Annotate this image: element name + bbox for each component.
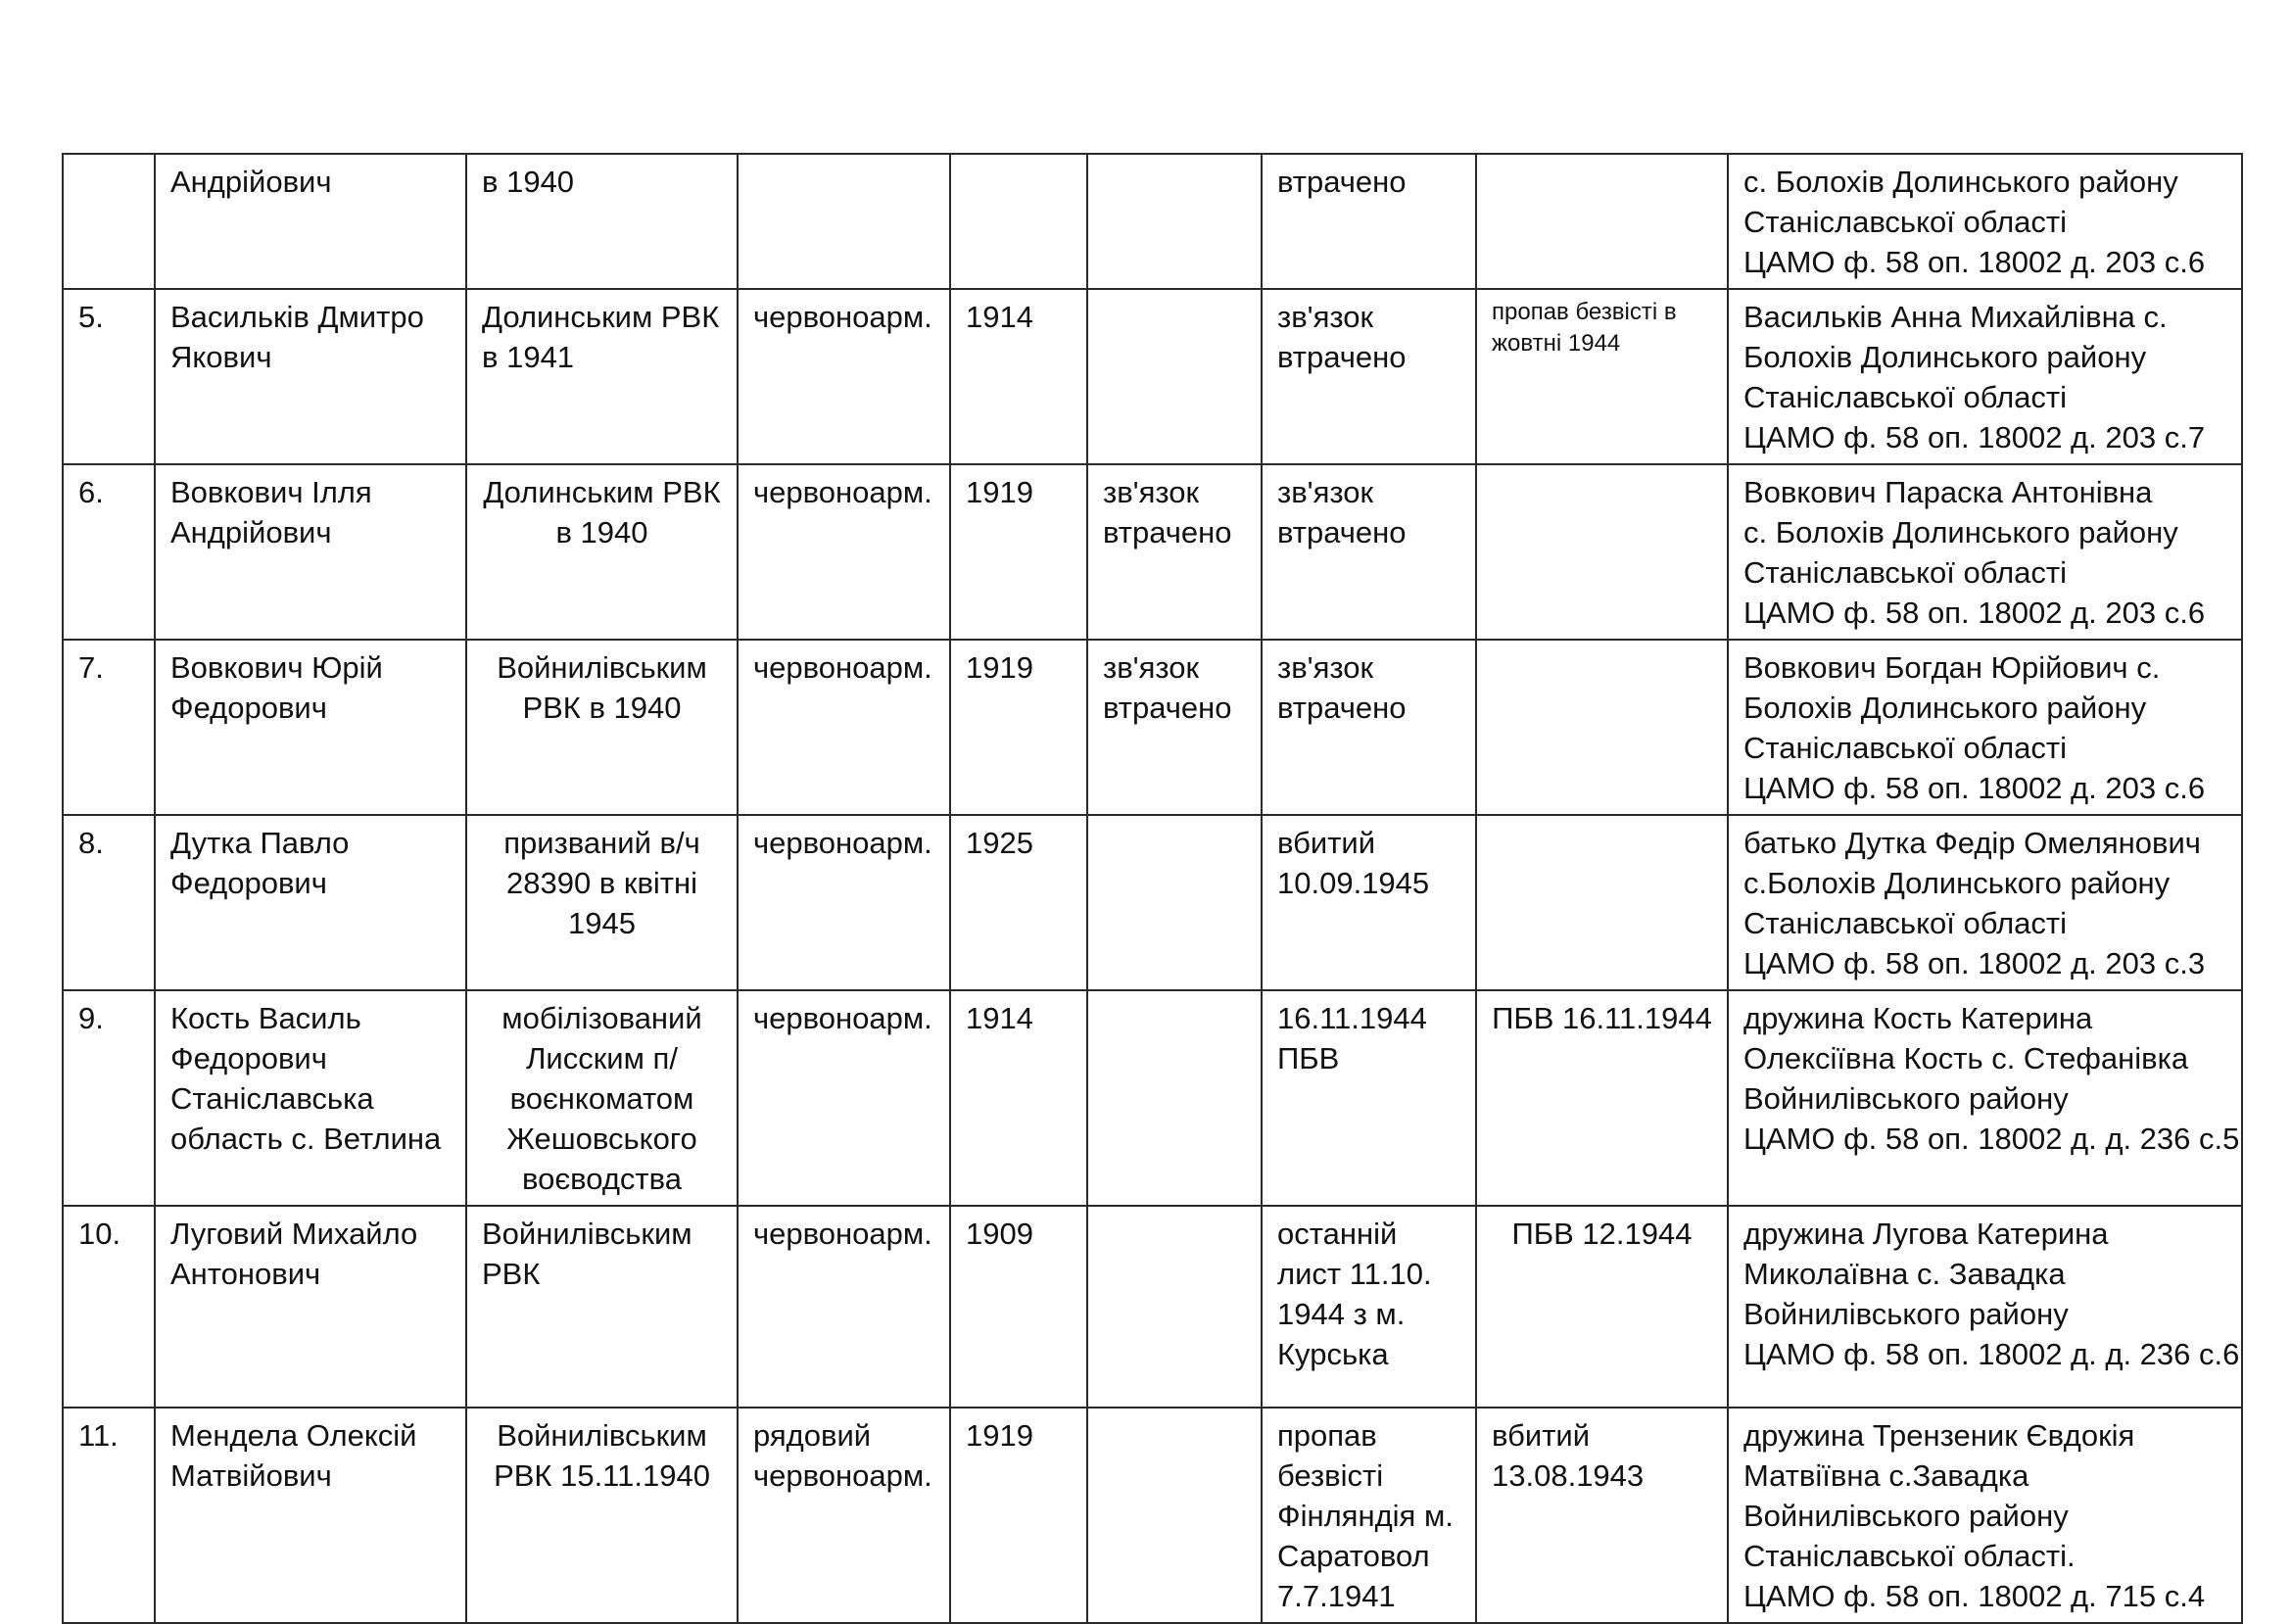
fate-first [1087, 154, 1262, 289]
fate-third: вбитий 13.08.1943 [1476, 1408, 1728, 1623]
person-name: Вовкович Ілля Андрійович [155, 464, 466, 640]
fate-first [1087, 1206, 1262, 1408]
kin-line: ЦАМО ф. 58 оп. 18002 д. 715 с.4 [1743, 1579, 2206, 1613]
row-number [63, 154, 155, 289]
kin-line: дружина Кость Катерина [1743, 1001, 2093, 1035]
kin-line: ЦАМО ф. 58 оп. 18002 д. 203 с.6 [1743, 245, 2206, 279]
fate-first [1087, 815, 1262, 990]
row-number: 11. [63, 1408, 155, 1623]
kin-line: Войнилівського району [1743, 1297, 2069, 1331]
table-row [63, 289, 2242, 464]
relatives-archive [1728, 1408, 2242, 1623]
birth-year: 1925 [950, 815, 1087, 990]
relatives-archive [1728, 990, 2242, 1206]
fate-second: останній лист 11.10. 1944 з м. Курська [1262, 1206, 1476, 1408]
rank: червоноарм. [738, 640, 950, 815]
kin-line: ЦАМО ф. 58 оп. 18002 д. 203 с.7 [1743, 420, 2206, 454]
table-row [63, 1408, 2242, 1623]
person-name: Дутка Павло Федорович [155, 815, 466, 990]
fate-second: зв'язок втрачено [1262, 464, 1476, 640]
fate-first [1087, 289, 1262, 464]
kin-line: Миколаївна с. Завадка [1743, 1257, 2066, 1291]
birth-year: 1919 [950, 640, 1087, 815]
relatives-archive [1728, 1206, 2242, 1408]
kin-line: дружина Трензеник Євдокія [1743, 1418, 2135, 1453]
fate-third: пропав безвісті в жовтні 1944 [1476, 289, 1728, 464]
table-row [63, 464, 2242, 640]
birth-year [950, 154, 1087, 289]
kin-line: Станіславської області [1743, 731, 2067, 765]
kin-line: ЦАМО ф. 58 оп. 18002 д. д. 236 с.5 [1743, 1122, 2240, 1156]
birth-year: 1919 [950, 464, 1087, 640]
relatives-archive [1728, 154, 2242, 289]
draft-info: Войнилівським РВК 15.11.1940 [466, 1408, 738, 1623]
person-name: Кость Василь Федорович Станіславська область с. Ветлина [155, 990, 466, 1206]
kin-line: с. Болохів Долинського району [1743, 515, 2178, 549]
fate-first: зв'язок втрачено [1087, 464, 1262, 640]
birth-year: 1919 [950, 1408, 1087, 1623]
kin-line: Станіславської області [1743, 380, 2067, 414]
kin-line: Станіславської області [1743, 555, 2067, 590]
relatives-archive [1728, 640, 2242, 815]
kin-line: ЦАМО ф. 58 оп. 18002 д. 203 с.6 [1743, 596, 2206, 630]
draft-info: мобілізований Лисским п/воєнкоматом Жешовського воєводства [466, 990, 738, 1206]
rank: червоноарм. [738, 464, 950, 640]
kin-line: ЦАМО ф. 58 оп. 18002 д. 203 с.6 [1743, 771, 2206, 805]
row-number: 9. [63, 990, 155, 1206]
relatives-archive [1728, 815, 2242, 990]
person-name: Васильків Дмитро Якович [155, 289, 466, 464]
fate-second: пропав безвісті Фінляндія м. Саратовол 7.7.1941 [1262, 1408, 1476, 1623]
birth-year: 1914 [950, 289, 1087, 464]
row-number: 10. [63, 1206, 155, 1408]
relatives-archive [1728, 289, 2242, 464]
fate-first [1087, 990, 1262, 1206]
draft-info: Войнилівським РВК в 1940 [466, 640, 738, 815]
rank: червоноарм. [738, 990, 950, 1206]
draft-info: Долинським РВК в 1940 [466, 464, 738, 640]
row-number: 8. [63, 815, 155, 990]
person-name: Луговий Михайло Антонович [155, 1206, 466, 1408]
table-row [63, 815, 2242, 990]
rank: червоноарм. [738, 289, 950, 464]
relatives-archive [1728, 464, 2242, 640]
table-row [63, 640, 2242, 815]
fate-third [1476, 464, 1728, 640]
kin-line: Вовкович Богдан Юрійович с. [1743, 650, 2161, 685]
table-row [63, 990, 2242, 1206]
kin-line: Станіславської області [1743, 906, 2067, 940]
draft-info: в 1940 [466, 154, 738, 289]
person-name: Мендела Олексій Матвійович [155, 1408, 466, 1623]
fate-second: зв'язок втрачено [1262, 640, 1476, 815]
fate-third [1476, 154, 1728, 289]
birth-year: 1914 [950, 990, 1087, 1206]
person-name: Андрійович [155, 154, 466, 289]
rank [738, 154, 950, 289]
kin-line: с.Болохів Долинського району [1743, 866, 2171, 900]
draft-info: Войнилівським РВК [466, 1206, 738, 1408]
fate-third [1476, 815, 1728, 990]
kin-line: Вовкович Параска Антонівна [1743, 475, 2153, 509]
rank: рядовий червоноарм. [738, 1408, 950, 1623]
kin-line: дружина Лугова Катерина [1743, 1217, 2109, 1251]
kin-line: Станіславської області. [1743, 1539, 2076, 1573]
fate-second: вбитий 10.09.1945 [1262, 815, 1476, 990]
kin-line: Матвіївна с.Завадка [1743, 1458, 2029, 1493]
kin-line: Болохів Долинського району [1743, 340, 2147, 374]
birth-year: 1909 [950, 1206, 1087, 1408]
fate-second: 16.11.1944 ПБВ [1262, 990, 1476, 1206]
table-row [63, 1206, 2242, 1408]
fate-second: втрачено [1262, 154, 1476, 289]
person-name: Вовкович Юрій Федорович [155, 640, 466, 815]
row-number: 6. [63, 464, 155, 640]
kin-line: с. Болохів Долинського району [1743, 165, 2178, 199]
fate-third: ПБВ 16.11.1944 [1476, 990, 1728, 1206]
draft-info: призваний в/ч 28390 в квітні 1945 [466, 815, 738, 990]
fate-third [1476, 640, 1728, 815]
rank: червоноарм. [738, 1206, 950, 1408]
records-table [62, 153, 2243, 1624]
kin-line: батько Дутка Федір Омелянович [1743, 826, 2201, 860]
kin-line: Войнилівського району [1743, 1499, 2069, 1533]
fate-first [1087, 1408, 1262, 1623]
fate-third: ПБВ 12.1944 [1476, 1206, 1728, 1408]
kin-line: ЦАМО ф. 58 оп. 18002 д. 203 с.3 [1743, 946, 2206, 980]
table-row [63, 154, 2242, 289]
kin-line: Болохів Долинського району [1743, 691, 2147, 725]
kin-line: Войнилівського району [1743, 1081, 2069, 1116]
kin-line: Станіславської області [1743, 205, 2067, 239]
rank: червоноарм. [738, 815, 950, 990]
row-number: 7. [63, 640, 155, 815]
draft-info: Долинським РВК в 1941 [466, 289, 738, 464]
row-number: 5. [63, 289, 155, 464]
kin-line: Олексіївна Кость с. Стефанівка [1743, 1041, 2189, 1075]
fate-first: зв'язок втрачено [1087, 640, 1262, 815]
kin-line: Васильків Анна Михайлівна с. [1743, 300, 2168, 334]
fate-second: зв'язок втрачено [1262, 289, 1476, 464]
kin-line: ЦАМО ф. 58 оп. 18002 д. д. 236 с.6 [1743, 1337, 2240, 1371]
